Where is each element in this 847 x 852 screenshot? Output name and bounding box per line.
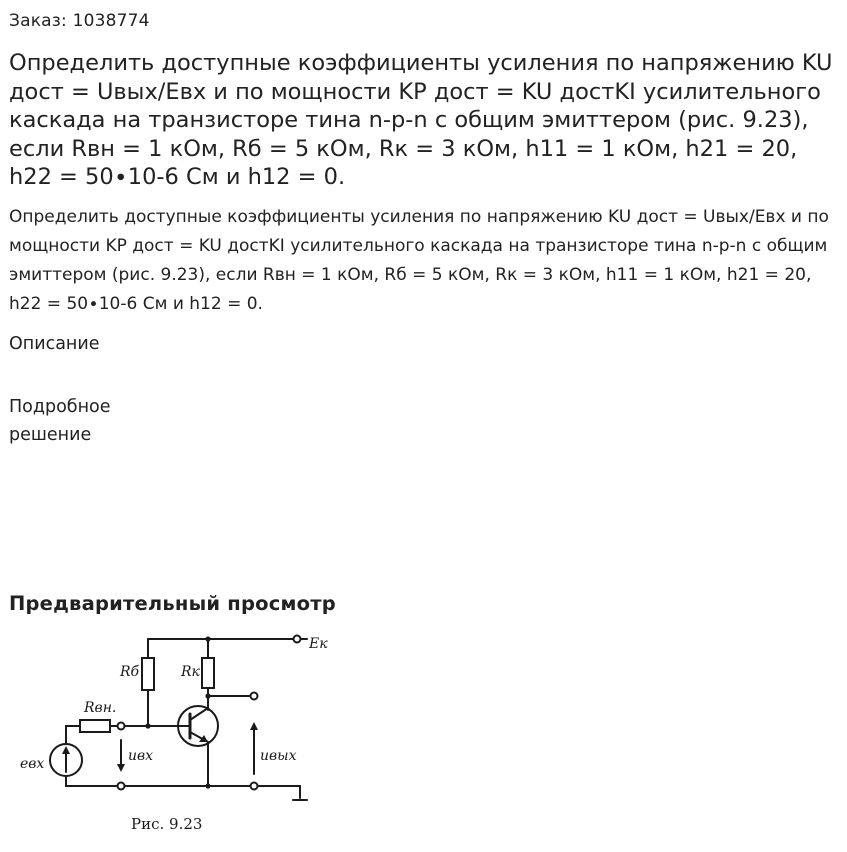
input-terminal-bottom bbox=[118, 783, 125, 790]
rvn-label: Rвн. bbox=[84, 700, 117, 716]
task-description: Определить доступные коэффициенты усиления по напряжению KU дост = Uвых/Eвх и по мощности KP дост = KU достKI усилительного каскада на транзисторе тина n-p-n с общим эмиттером (рис. 9.23), если Rвн = 1 кОм, Rб = 5 кОм, Rк = 3 кОм, h11 = 1 кОм, h21 = 20, h22 = 50∙10-6 См и h12 = 0. bbox=[9, 207, 829, 314]
uvyx-label: uвых bbox=[260, 748, 297, 764]
output-terminal-top bbox=[251, 693, 258, 700]
rk-label: Rк bbox=[181, 664, 200, 680]
output-terminal-bottom bbox=[251, 783, 258, 790]
ek-terminal bbox=[294, 636, 301, 643]
rvn-resistor bbox=[80, 720, 110, 732]
evx-label: eвх bbox=[20, 756, 45, 772]
uvx-label: uвх bbox=[128, 748, 154, 764]
task-title: Определить доступные коэффициенты усиления по напряжению KU дост = Uвых/Eвх и по мощности KP дост = KU достKI усилительного каскада на транзисторе тина n-p-n с общим эмиттером (рис. 9.23), если Rвн = 1 кОм, Rб = 5 кОм, Rк = 3 кОм, h11 = 1 кОм, h21 = 20, h22 = 50∙10-6 См и h12 = 0. bbox=[9, 50, 833, 190]
preview-heading: Предварительный просмотр bbox=[9, 592, 336, 615]
figure-caption: Рис. 9.23 bbox=[131, 815, 203, 833]
circuit-diagram bbox=[18, 628, 338, 838]
circuit-figure bbox=[18, 628, 338, 838]
order-number: Заказ: 1038774 bbox=[9, 11, 150, 31]
rk-resistor bbox=[202, 658, 214, 688]
input-terminal-top bbox=[118, 723, 125, 730]
rb-resistor bbox=[142, 658, 154, 690]
description-label: Описание bbox=[9, 334, 100, 354]
ek-label: Eк bbox=[309, 636, 328, 652]
rb-label: Rб bbox=[120, 664, 140, 680]
solution-label: Подробное решение bbox=[9, 397, 111, 445]
